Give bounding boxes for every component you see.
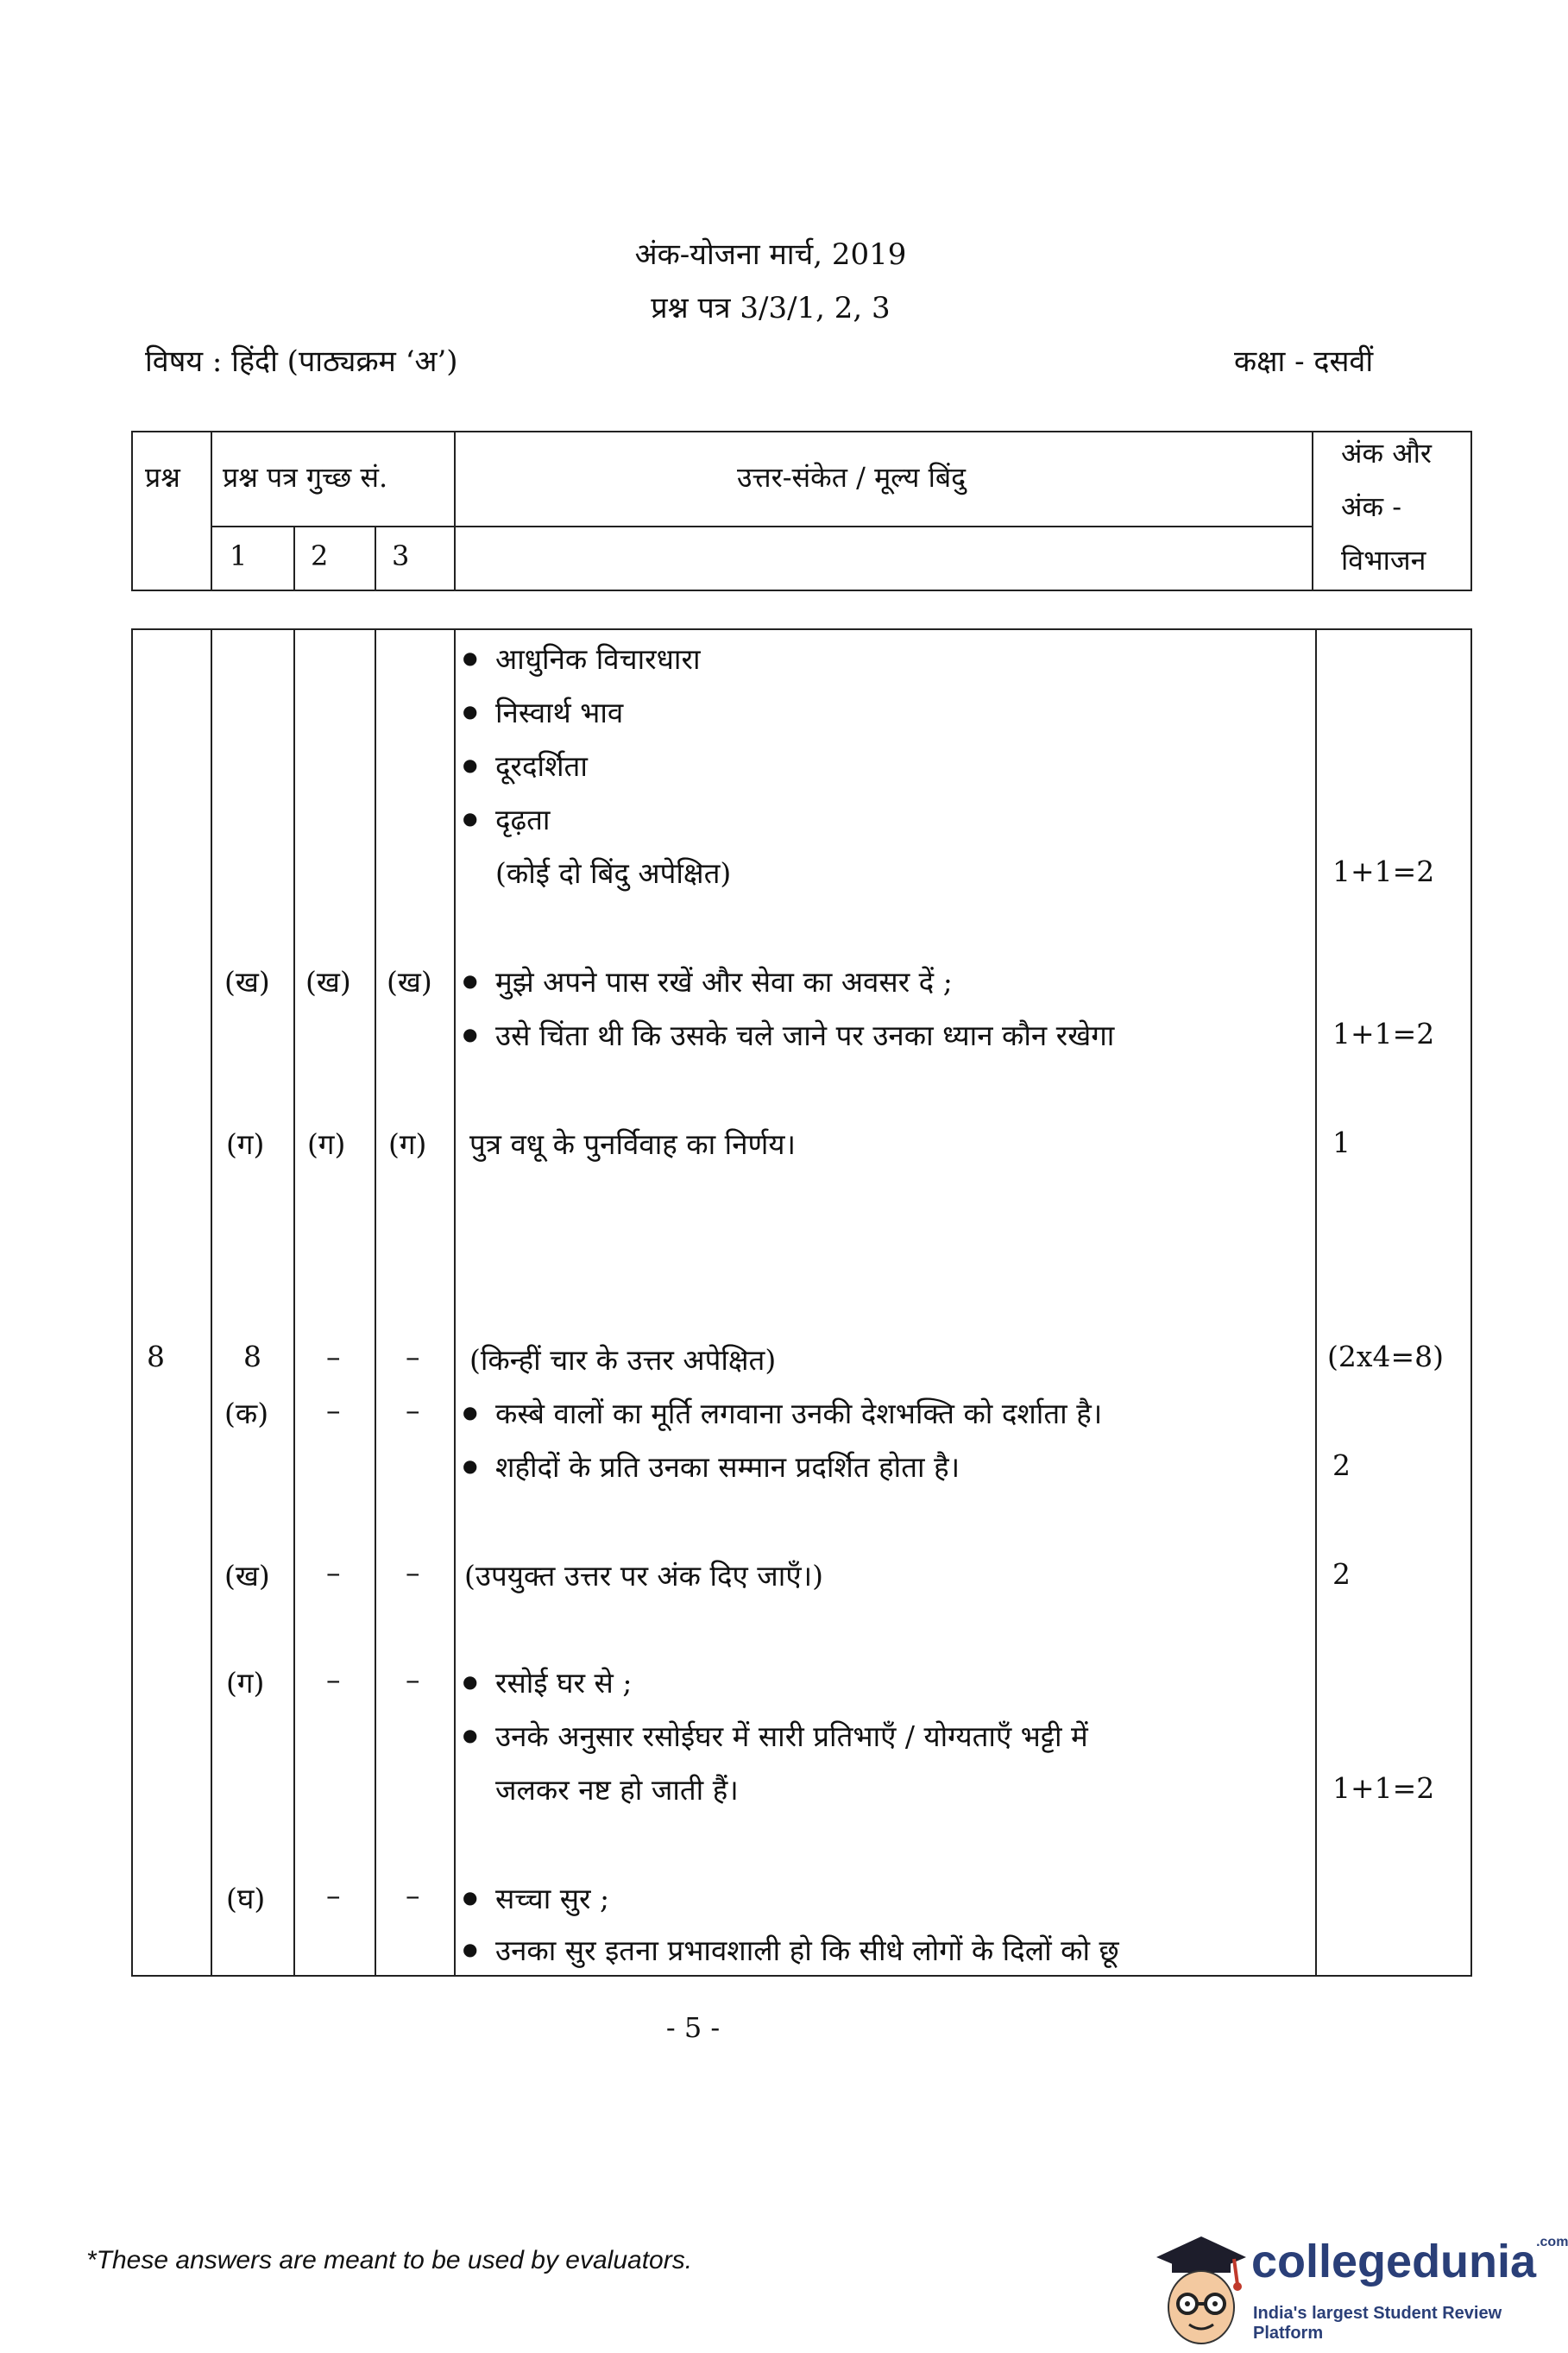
subq-kh-set2: (ख) [305,965,351,999]
subq-ga-2: (ग) [226,1666,265,1700]
col-answer-header: उत्तर-संकेत / मूल्य बिंदु [737,461,967,494]
logo-wordmark [1251,2235,1568,2288]
marks-3: 1 [1332,1126,1351,1159]
answer-ga: पुत्र वधू के पुनर्विवाह का निर्णय। [469,1127,797,1161]
doc-subject: विषय : हिंदी (पाठ्यक्रम ‘अ’) [145,344,458,379]
evaluator-footnote: *These answers are meant to be used by evaluators. [86,2246,693,2274]
student-mascot-icon [1148,2231,1250,2353]
answer-gha-point-1: ● सच्चा सुर ; [495,1878,609,1917]
set1-question-8: 8 [243,1340,261,1373]
set2-dash: – [326,1555,341,1589]
col-marks-header-2: अंक - [1341,490,1402,523]
subq-ga-set1: (ग) [226,1127,265,1161]
doc-class: कक्षा - दसवीं [1234,344,1374,379]
set2-dash: – [326,1878,341,1912]
set2-dash: – [326,1340,341,1373]
set3-dash: – [406,1555,420,1589]
subq-kh-set1: (ख) [224,965,270,999]
marks-4: (2x4=8) [1327,1340,1444,1373]
page-number: - 5 - [665,2011,721,2044]
answer-point-1: ● आधुनिक विचारधारा [495,639,701,678]
doc-paper: प्रश्न पत्र 3/3/1, 2, 3 [651,291,891,325]
header-table [131,431,1472,591]
logo-name: collegedunia [1251,2236,1537,2287]
answer-ka-point-2: ● शहीदों के प्रति उनका सम्मान प्रदर्शित होता है। [495,1447,960,1486]
marks-7: 1+1=2 [1332,1771,1435,1805]
subq-ka: (क) [224,1397,269,1430]
marks-1: 1+1=2 [1332,855,1435,888]
answer-gha-point-2: ● उनका सुर इतना प्रभावशाली हो कि सीधे लोगों के दिलों को छू [495,1930,1119,1969]
set3-dash: – [406,1340,420,1373]
subq-kh-2: (ख) [224,1559,270,1593]
subq-gha: (घ) [226,1882,266,1915]
answer-kh-2: (उपयुक्त उत्तर पर अंक दिए जाएँ।) [464,1559,823,1593]
marks-2: 1+1=2 [1332,1017,1435,1050]
answer-table [131,628,1472,1977]
logo-suffix: .com [1536,2235,1568,2249]
answer-ga2-point-2: ● उनके अनुसार रसोईघर में सारी प्रतिभाएँ / योग्यताएँ भट्टी में [495,1716,1088,1755]
answer-note-1: (कोई दो बिंदु अपेक्षित) [495,856,732,890]
subq-ga-set3: (ग) [388,1127,427,1161]
set-2: 2 [311,539,329,572]
answer-point-3: ● दूरदर्शिता [495,746,588,785]
set-1: 1 [230,539,248,572]
answer-q8-note: (किन्हीं चार के उत्तर अपेक्षित) [469,1343,777,1377]
set3-dash: – [406,1393,420,1427]
doc-title: अंक-योजना मार्च, 2019 [634,237,907,272]
answer-ka-point-1: ● कस्बे वालों का मूर्ति लगवाना उनकी देशभक्ति को दर्शाता है। [495,1393,1102,1432]
answer-point-2: ● निस्वार्थ भाव [495,692,623,731]
col-set-header: प्रश्न पत्र गुच्छ सं. [223,461,388,494]
col-marks-header-3: विभाजन [1341,544,1426,577]
logo-tagline: India's largest Student Review Platform [1253,2304,1502,2343]
answer-ga2-point-1: ● रसोई घर से ; [495,1662,632,1701]
question-number-8: 8 [147,1340,165,1373]
set3-dash: – [406,1878,420,1912]
set2-dash: – [326,1662,341,1696]
answer-kh-point-2: ● उसे चिंता थी कि उसके चले जाने पर उनका ध्यान कौन रखेगा [495,1015,1114,1054]
set2-dash: – [326,1393,341,1427]
answer-kh-point-1: ● मुझे अपने पास रखें और सेवा का अवसर दें ; [495,962,953,1000]
marks-5: 2 [1332,1448,1351,1482]
answer-ga2-point-2-cont: जलकर नष्ट हो जाती हैं। [495,1773,739,1807]
subq-ga-set2: (ग) [307,1127,346,1161]
collegedunia-logo[interactable] [1148,2231,1568,2353]
marks-6: 2 [1332,1557,1351,1591]
col-marks-header-1: अंक और [1341,437,1433,470]
set-3: 3 [392,539,410,572]
col-question-header: प्रश्न [145,461,180,494]
subq-kh-set3: (ख) [387,965,432,999]
set3-dash: – [406,1662,420,1696]
answer-point-4: ● दृढ़ता [495,799,550,838]
